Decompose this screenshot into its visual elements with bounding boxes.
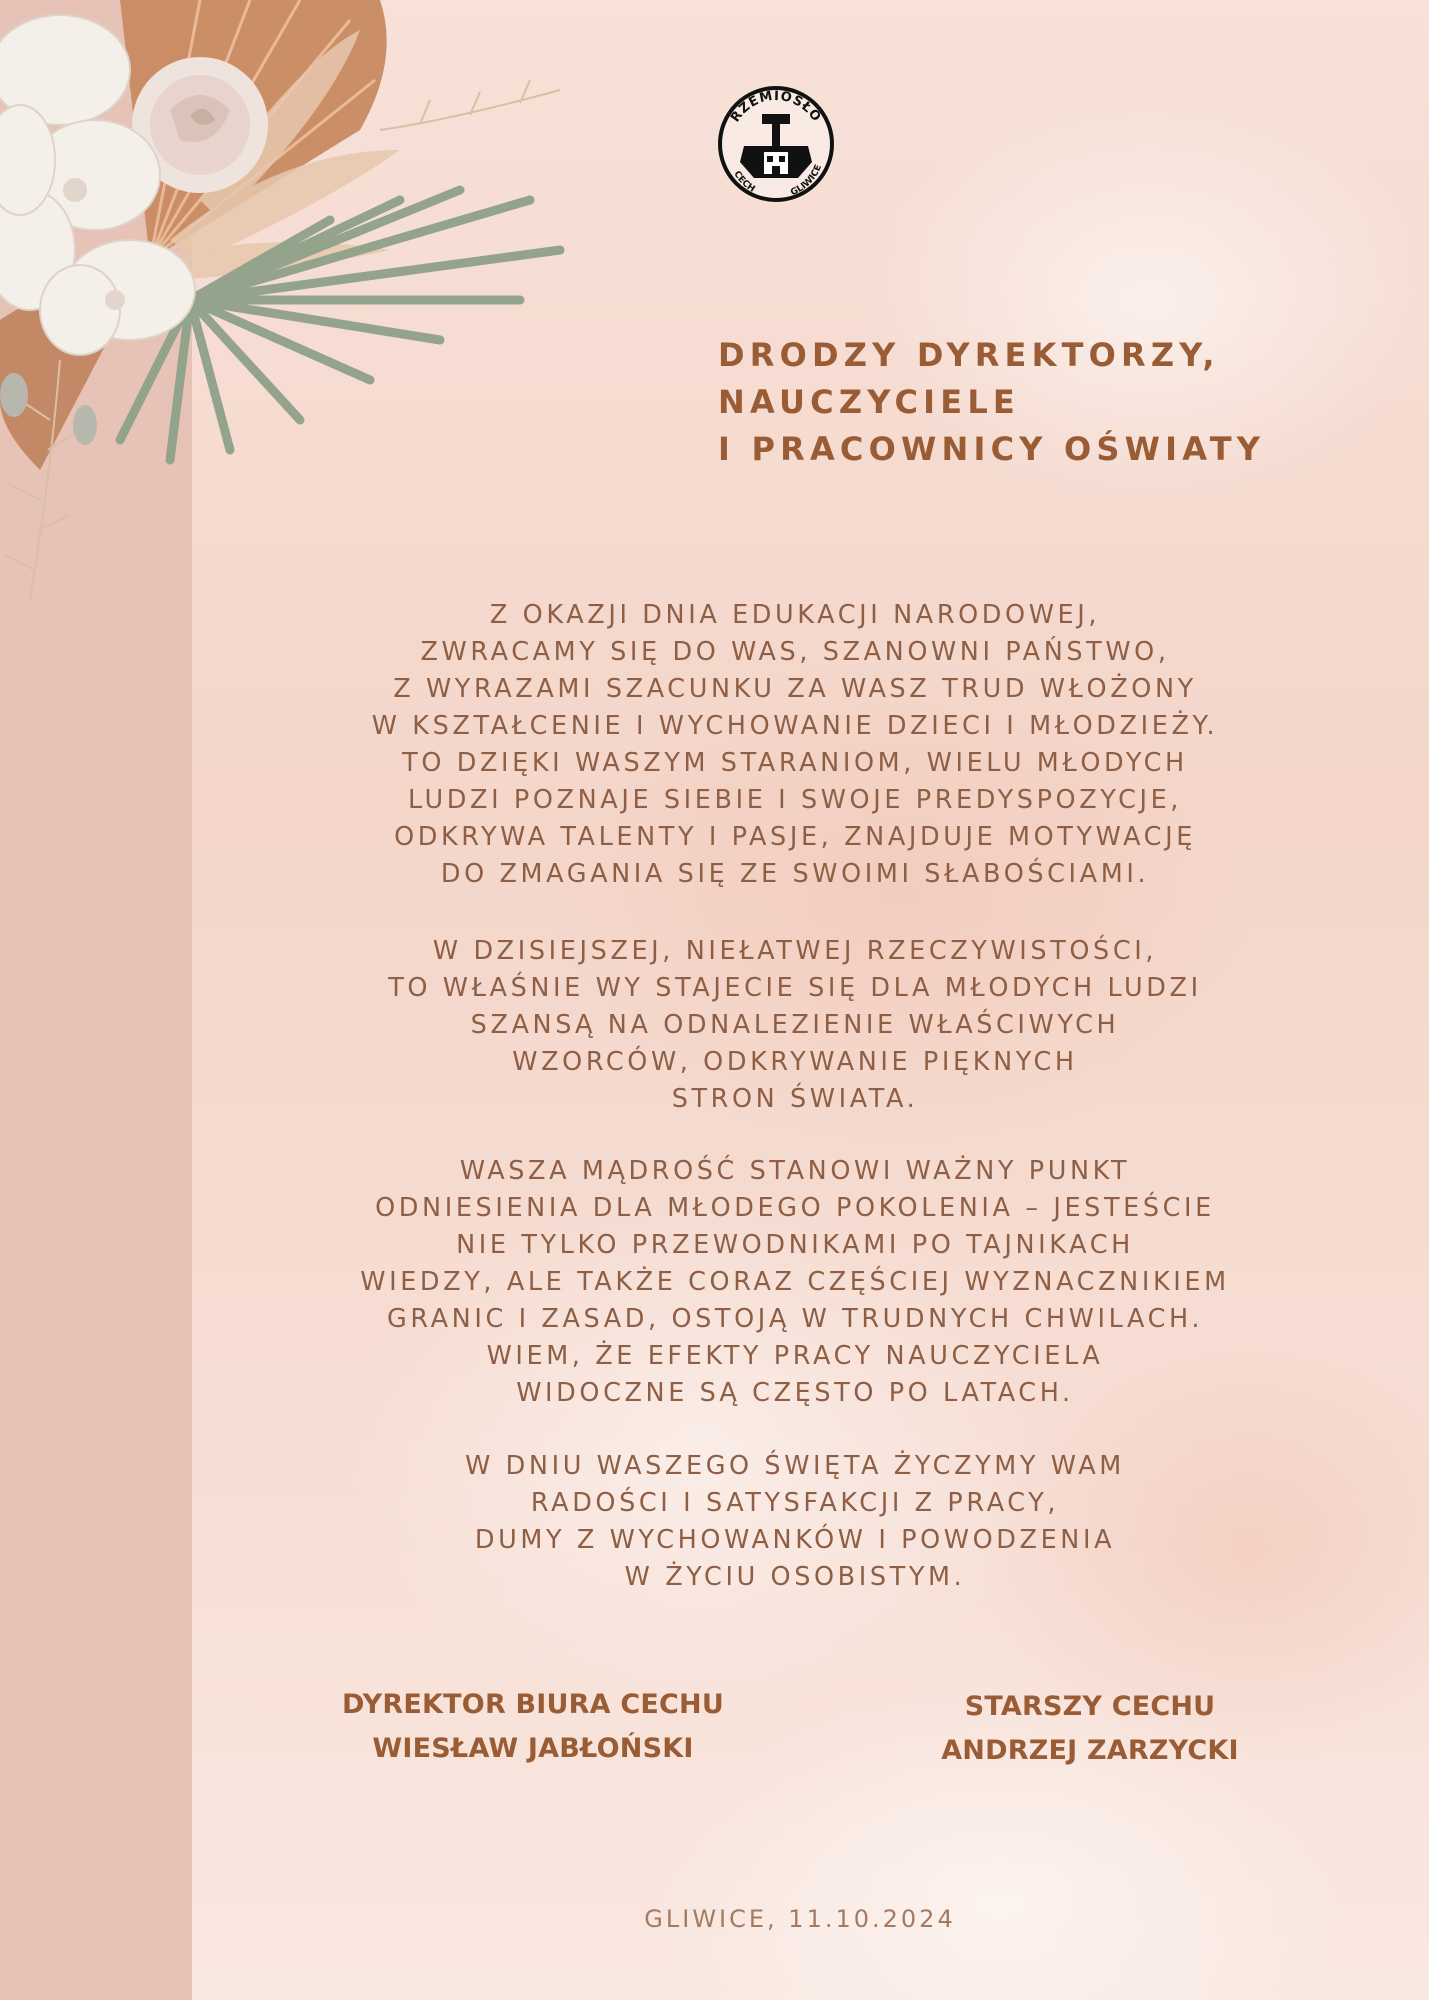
text-line: Z WYRAZAMI SZACUNKU ZA WASZ TRUD WŁOŻONY bbox=[393, 674, 1197, 704]
text-line: ODKRYWA TALENTY I PASJE, ZNAJDUJE MOTYWACJĘ bbox=[394, 822, 1196, 852]
signature-name: WIESŁAW JABŁOŃSKI bbox=[372, 1733, 694, 1764]
text-line: ODNIESIENIA DLA MŁODEGO POKOLENIA – JESTEŚCIE bbox=[375, 1193, 1215, 1223]
text-line: LUDZI POZNAJE SIEBIE I SWOJE PREDYSPOZYCJE, bbox=[407, 785, 1183, 815]
text-line: W DNIU WASZEGO ŚWIĘTA ŻYCZYMY WAM bbox=[465, 1451, 1125, 1481]
text-line: W ŻYCIU OSOBISTYM. bbox=[624, 1562, 966, 1592]
text-line: W DZISIEJSZEJ, NIEŁATWEJ RZECZYWISTOŚCI, bbox=[432, 936, 1158, 966]
text-line: SZANSĄ NA ODNALEZIENIE WŁAŚCIWYCH bbox=[470, 1010, 1120, 1040]
heading-line: DRODZY DYREKTORZY, bbox=[718, 336, 1220, 374]
guild-logo-icon bbox=[712, 80, 840, 208]
text-line: ZWRACAMY SIĘ DO WAS, SZANOWNI PAŃSTWO, bbox=[420, 637, 1170, 667]
text-line: WIEDZY, ALE TAKŻE CORAZ CZĘŚCIEJ WYZNACZNIKIEM bbox=[360, 1267, 1230, 1297]
text-line: DO ZMAGANIA SIĘ ZE SWOIMI SŁABOŚCIAMI. bbox=[440, 859, 1150, 889]
signature-name: ANDRZEJ ZARZYCKI bbox=[941, 1735, 1239, 1766]
text-line: DUMY Z WYCHOWANKÓW I POWODZENIA bbox=[474, 1525, 1116, 1555]
logo-text-bottom-left: CECH bbox=[731, 169, 757, 195]
text-line: TO DZIĘKI WASZYM STARANIOM, WIELU MŁODYCH bbox=[402, 748, 1188, 778]
paragraph-wishes bbox=[240, 1448, 1350, 1596]
signature-left bbox=[303, 1683, 763, 1771]
text-line: WZORCÓW, ODKRYWANIE PIĘKNYCH bbox=[512, 1047, 1078, 1077]
paragraph-greeting bbox=[240, 597, 1350, 893]
paragraph-reality bbox=[240, 933, 1350, 1118]
text-line: W KSZTAŁCENIE I WYCHOWANIE DZIECI I MŁODZIEŻY. bbox=[371, 711, 1219, 741]
signature-role: DYREKTOR BIURA CECHU bbox=[342, 1689, 724, 1720]
text-line: Z OKAZJI DNIA EDUKACJI NARODOWEJ, bbox=[489, 600, 1101, 630]
text-line: WASZA MĄDROŚĆ STANOWI WAŻNY PUNKT bbox=[459, 1156, 1131, 1186]
signature-right bbox=[860, 1685, 1320, 1773]
place-date: GLIWICE, 11.10.2024 bbox=[644, 1905, 956, 1933]
text-line: WIEM, ŻE EFEKTY PRACY NAUCZYCIELA bbox=[486, 1341, 1104, 1371]
text-line: GRANIC I ZASAD, OSTOJĄ W TRUDNYCH CHWILACH. bbox=[386, 1304, 1204, 1334]
text-line: STRON ŚWIATA. bbox=[671, 1084, 919, 1114]
heading-line: NAUCZYCIELE bbox=[718, 383, 1020, 421]
signature-role: STARSZY CECHU bbox=[964, 1691, 1216, 1722]
text-line: NIE TYLKO PRZEWODNIKAMI PO TAJNIKACH bbox=[456, 1230, 1134, 1260]
text-line: WIDOCZNE SĄ CZĘSTO PO LATACH. bbox=[516, 1378, 1074, 1408]
logo-text-bottom-right: GLIWICE bbox=[789, 163, 825, 199]
text-line: TO WŁAŚNIE WY STAJECIE SIĘ DLA MŁODYCH LUDZI bbox=[388, 973, 1202, 1003]
logo-text-top: RZEMIOSŁO bbox=[728, 88, 824, 126]
text-line: RADOŚCI I SATYSFAKCJI Z PRACY, bbox=[530, 1488, 1060, 1518]
letter-heading bbox=[718, 332, 1265, 473]
floral-bouquet-icon bbox=[0, 0, 580, 640]
paragraph-wisdom bbox=[240, 1153, 1350, 1412]
heading-line: I PRACOWNICY OŚWIATY bbox=[718, 430, 1266, 468]
